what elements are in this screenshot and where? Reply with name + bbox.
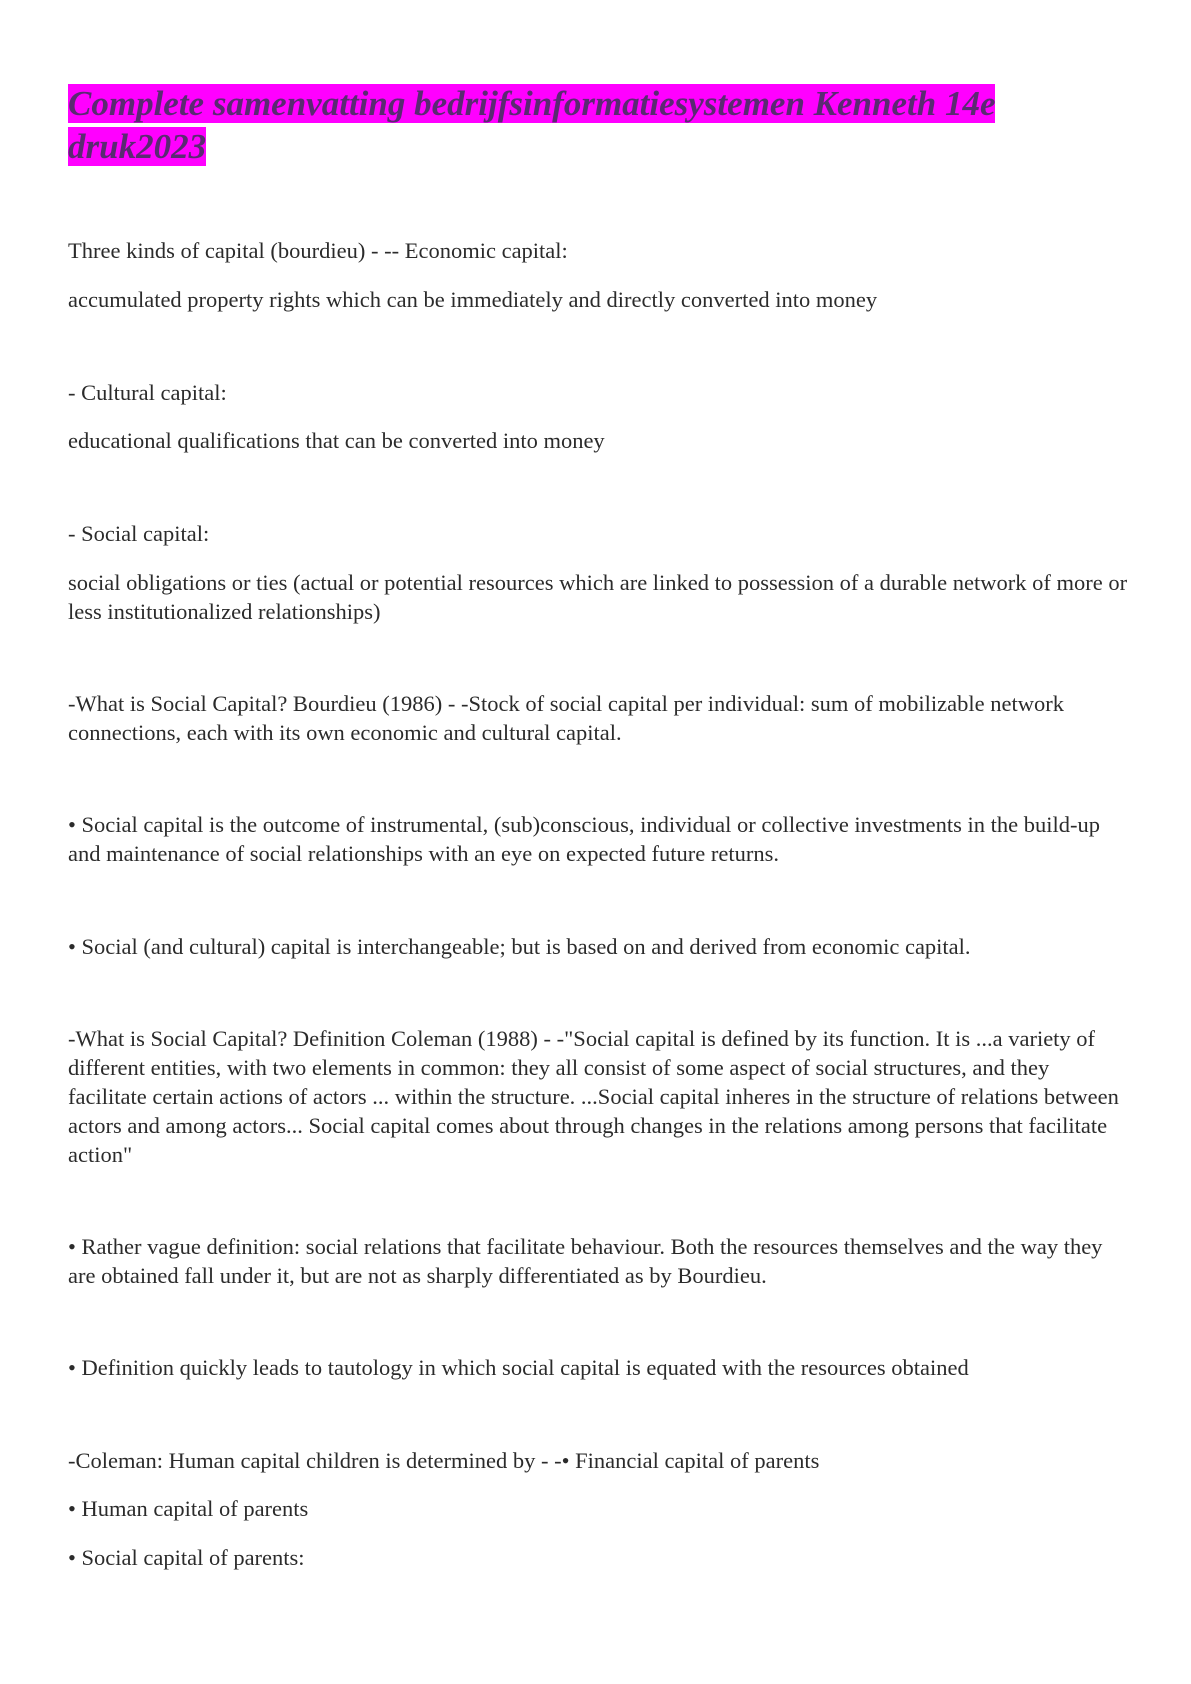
paragraph: -Coleman: Human capital children is determined by - -• Financial capital of parents [68,1448,820,1473]
paragraph: accumulated property rights which can be immediately and directly converted into money [68,287,878,312]
title-line-1: Complete samenvatting bedrijfsinformatiesystemen Kenneth 14e [68,84,996,123]
paragraph: -What is Social Capital? Bourdieu (1986) - -Stock of social capital per individual: sum of mobilizable network connections, each with its own economic and cultural capital. [68,691,1064,745]
document-title [68,82,1128,168]
paragraph: educational qualifications that can be converted into money [68,428,605,453]
paragraph: • Rather vague definition: social relations that facilitate behaviour. Both the resources themselves and the way they are obtained fall under it, but are not as sharply differentiated as by Bourdieu. [68,1234,1103,1288]
paragraph: Three kinds of capital (bourdieu) - -- Economic capital: [68,238,568,263]
paragraph: • Social capital of parents: [68,1545,305,1570]
paragraph: social obligations or ties (actual or potential resources which are linked to possession of a durable network of more or less institutionalized relationships) [68,570,1128,624]
title-line-2: druk2023 [68,127,207,166]
paragraph: - Cultural capital: [68,380,227,405]
paragraph: - Social capital: [68,521,210,546]
paragraph: • Social capital is the outcome of instrumental, (sub)conscious, individual or collective investments in the build-up and maintenance of social relationships with an eye on expected future returns. [68,812,1101,866]
document-page [68,82,1128,168]
paragraph: • Human capital of parents [68,1496,309,1521]
paragraph: -What is Social Capital? Definition Coleman (1988) - -"Social capital is defined by its function. It is ...a variety of different entities, with two elements in common: they all consist of some aspect of social structures, and they facilitate certain actions of actors ... within the structure. ...Social capital inheres in the structure of relations between actors and among actors... Social capital comes about through changes in the relations among persons that facilitate action" [68,1026,1119,1167]
paragraph: • Social (and cultural) capital is interchangeable; but is based on and derived from economic capital. [68,934,971,959]
paragraph: • Definition quickly leads to tautology in which social capital is equated with the resources obtained [68,1355,969,1380]
